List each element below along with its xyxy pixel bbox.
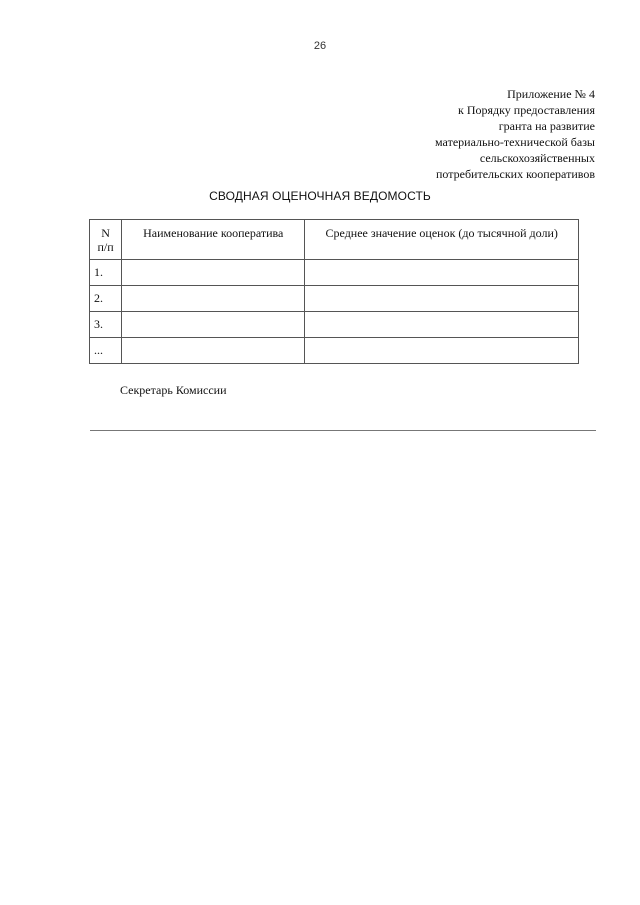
appendix-line: потребительских кооперативов	[435, 167, 595, 181]
row-average	[305, 312, 579, 338]
header-average: Среднее значение оценок (до тысячной доли)	[305, 220, 579, 260]
row-name	[122, 260, 305, 286]
row-name	[122, 338, 305, 364]
row-number: ...	[90, 338, 122, 364]
row-number: 3.	[90, 312, 122, 338]
row-average	[305, 260, 579, 286]
appendix-line: сельскохозяйственных	[479, 151, 595, 165]
header-number-line2: п/п	[97, 240, 114, 254]
header-name: Наименование кооператива	[122, 220, 305, 260]
table-row	[90, 338, 579, 364]
appendix-header	[435, 86, 595, 182]
appendix-line: материально-технической базы	[435, 135, 595, 149]
row-average	[305, 338, 579, 364]
table-row	[90, 260, 579, 286]
table-header-row	[90, 220, 579, 260]
appendix-line: Приложение № 4	[507, 87, 595, 101]
row-name	[122, 312, 305, 338]
header-number	[90, 220, 122, 260]
horizontal-rule	[90, 430, 596, 431]
row-number: 2.	[90, 286, 122, 312]
secretary-signature-label: Секретарь Комиссии	[120, 383, 227, 397]
row-name	[122, 286, 305, 312]
table-row	[90, 286, 579, 312]
row-average	[305, 286, 579, 312]
summary-table	[89, 219, 579, 364]
table-row	[90, 312, 579, 338]
document-title: СВОДНАЯ ОЦЕНОЧНАЯ ВЕДОМОСТЬ	[209, 189, 431, 203]
page-number: 26	[313, 40, 327, 52]
appendix-line: к Порядку предоставления	[457, 103, 595, 117]
header-number-line1: N	[101, 226, 110, 240]
appendix-line: гранта на развитие	[498, 119, 595, 133]
row-number: 1.	[90, 260, 122, 286]
